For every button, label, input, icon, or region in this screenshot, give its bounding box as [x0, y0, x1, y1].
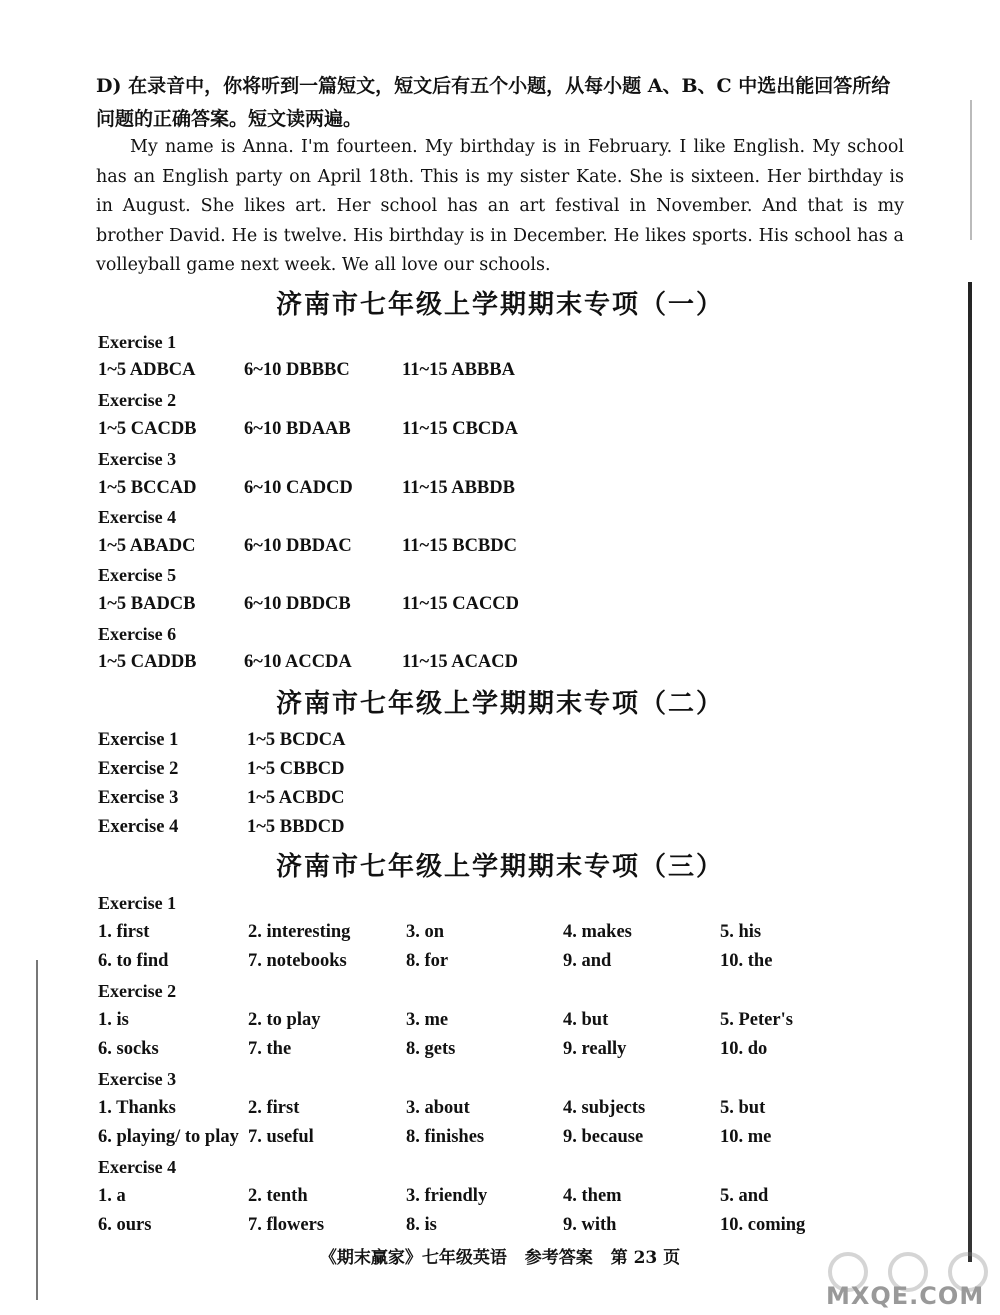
answer-group: 11~15 ACACD [402, 652, 519, 672]
book-title: 《期末赢家》七年级英语 [319, 1248, 507, 1268]
answer-group: 6~10 ACCDA [244, 652, 352, 672]
answer-group: 1~5 BCCAD [98, 478, 197, 498]
answer-item: 9. with [563, 1215, 617, 1235]
answer-item: 10. do [720, 1039, 768, 1059]
answer-item: 3. me [406, 1010, 449, 1030]
answer-item: 4. subjects [563, 1098, 646, 1118]
exercise-heading: Exercise 4 [98, 1157, 177, 1177]
answer-item: 10. the [720, 951, 773, 971]
answer-group: 6~10 DBDAC [244, 536, 352, 556]
exercise-heading: Exercise 3 [98, 449, 177, 469]
section-title-1: 济南市七年级上学期期末专项（一） [275, 290, 724, 320]
answer-group: 1~5 ADBCA [98, 360, 196, 380]
answer-group: 11~15 CACCD [402, 594, 520, 614]
answer-item: 5. and [720, 1186, 769, 1206]
answer-item: 3. friendly [406, 1186, 488, 1206]
answer-group: 1~5 ACBDC [247, 788, 345, 808]
answer-item: 9. because [563, 1127, 644, 1147]
answer-group: 11~15 ABBDB [402, 478, 515, 498]
answer-item: 9. and [563, 951, 612, 971]
answer-item: 10. me [720, 1127, 772, 1147]
answer-item: 6. ours [98, 1215, 152, 1235]
exercise-heading: Exercise 3 [98, 1069, 177, 1089]
answer-group: 1~5 ABADC [98, 536, 196, 556]
passage-text: My name is Anna. I'm fourteen. My birthday is in February. I like English. My school has an English party on April 18th. This is my sister Kate. She is sixteen. Her birthday is in August. She likes art. Her school has an art festival in November. And that is my brother David. He is twelve. His birthday is in December. He likes sports. His school has a volleyball game next week. We all love our schools. [96, 137, 904, 275]
answer-group: 1~5 CADDB [98, 652, 197, 672]
exercise-heading: Exercise 4 [98, 507, 177, 527]
answer-group: 1~5 BADCB [98, 594, 196, 614]
answer-item: 3. about [406, 1098, 470, 1118]
answer-item: 8. is [406, 1215, 437, 1235]
section-title-2: 济南市七年级上学期期末专项（二） [275, 689, 724, 719]
answer-item: 8. for [406, 951, 449, 971]
scan-edge-mark [970, 100, 1000, 240]
answer-item: 9. really [563, 1039, 627, 1059]
exercise-heading: Exercise 2 [98, 981, 177, 1001]
answer-group: 11~15 CBCDA [402, 419, 519, 439]
watermark-text: MXQE.COM [826, 1282, 985, 1310]
answer-item: 5. his [720, 922, 762, 942]
exercise-heading: Exercise 2 [98, 390, 177, 410]
answer-item: 1. a [98, 1186, 126, 1206]
page-number: 第 23 页 [610, 1248, 681, 1268]
exercise-heading: Exercise 1 [98, 730, 179, 750]
listening-passage [96, 133, 904, 281]
answer-item: 1. Thanks [98, 1098, 176, 1118]
answer-item: 4. makes [563, 922, 632, 942]
exercise-heading: Exercise 1 [98, 332, 177, 352]
answer-group: 6~10 DBBBC [244, 360, 350, 380]
exercise-heading: Exercise 6 [98, 624, 177, 644]
exercise-heading: Exercise 1 [98, 893, 177, 913]
answer-item: 5. but [720, 1098, 766, 1118]
answer-group: 1~5 BBDCD [247, 817, 345, 837]
exercise-heading: Exercise 5 [98, 565, 177, 585]
answer-item: 5. Peter's [720, 1010, 793, 1030]
answer-item: 6. to find [98, 951, 169, 971]
answer-group: 6~10 DBDCB [244, 594, 351, 614]
answer-item: 7. notebooks [248, 951, 347, 971]
answer-item: 2. to play [248, 1010, 321, 1030]
answer-group: 11~15 BCBDC [402, 536, 517, 556]
answer-group: 1~5 BCDCA [247, 730, 346, 750]
answer-group: 11~15 ABBBA [402, 360, 515, 380]
answer-item: 6. socks [98, 1039, 159, 1059]
answer-item: 7. useful [248, 1127, 314, 1147]
answer-item: 4. but [563, 1010, 609, 1030]
scan-binding-line [968, 282, 972, 1262]
exercise-heading: Exercise 4 [98, 817, 179, 837]
answer-group: 1~5 CACDB [98, 419, 197, 439]
answer-label: 参考答案 [524, 1248, 593, 1268]
answer-item: 1. first [98, 922, 150, 942]
answer-group: 6~10 CADCD [244, 478, 353, 498]
answer-item: 7. flowers [248, 1215, 325, 1235]
answer-item: 8. finishes [406, 1127, 485, 1147]
answer-item: 2. interesting [248, 922, 351, 942]
answer-item: 2. tenth [248, 1186, 308, 1206]
answer-item: 3. on [406, 922, 445, 942]
answer-item: 7. the [248, 1039, 292, 1059]
answer-group: 1~5 CBBCD [247, 759, 345, 779]
answer-group: 6~10 BDAAB [244, 419, 351, 439]
exercise-heading: Exercise 2 [98, 759, 179, 779]
answer-item: 8. gets [406, 1039, 456, 1059]
section-title-3: 济南市七年级上学期期末专项（三） [275, 852, 724, 882]
answer-item: 10. coming [720, 1215, 806, 1235]
answer-item: 4. them [563, 1186, 622, 1206]
answer-item: 1. is [98, 1010, 129, 1030]
exercise-heading: Exercise 3 [98, 788, 179, 808]
answer-item: 2. first [248, 1098, 300, 1118]
answer-item: 6. playing/ to play [98, 1127, 239, 1147]
listening-instruction: D) 在录音中，你将听到一篇短文，短文后有五个小题，从每小题 A、B、C 中选出能回答所给问题的正确答案。短文读两遍。 [96, 75, 891, 130]
